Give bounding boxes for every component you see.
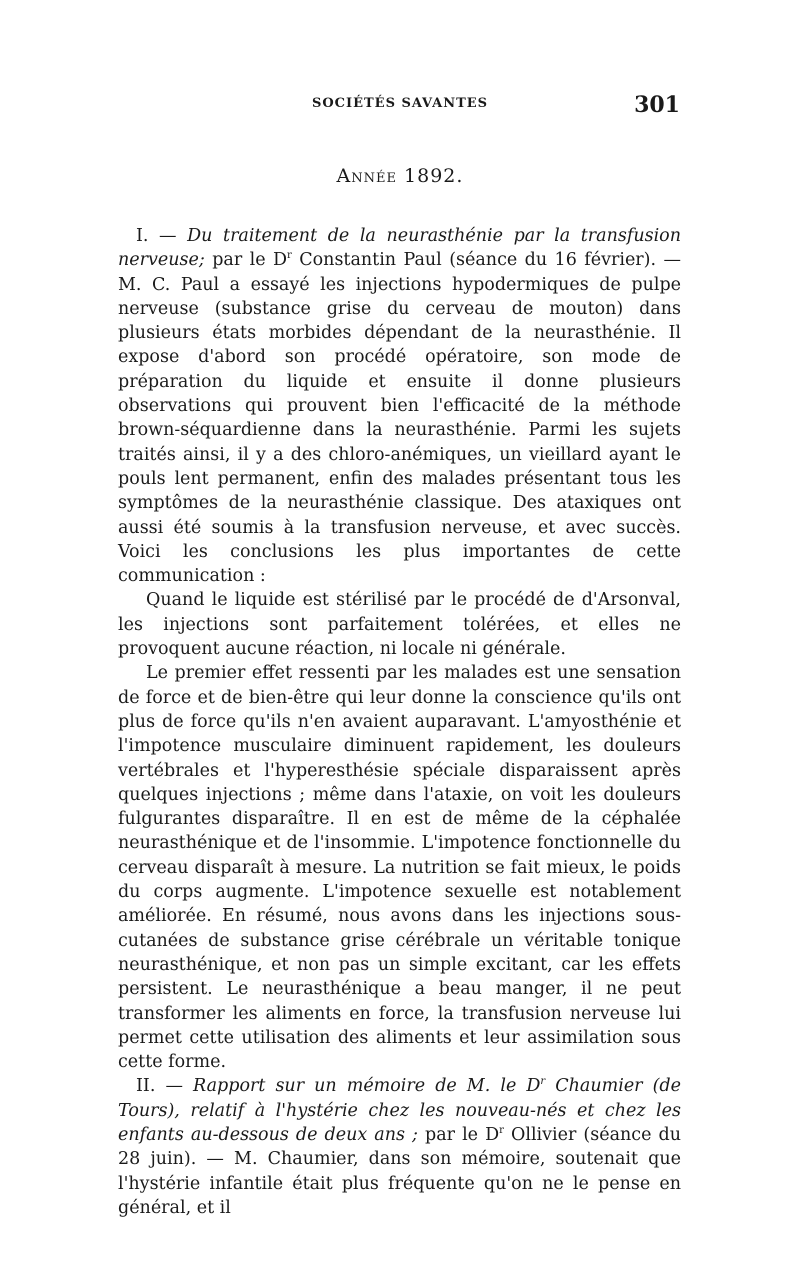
section-1-title: Du traitement de la neurasthénie par la transfusion nerveuse; xyxy=(118,226,681,271)
section-2-paragraph-1: M. Chaumier, dans son mémoire, soutenait que l'hystérie infantile était plus fréquente qu'on ne le pense en général, et il xyxy=(118,1149,681,1218)
year-heading: Année 1892. xyxy=(336,165,464,187)
section-1-paragraph-2: Quand le liquide est stérilisé par le procédé de d'Arsonval, les injections sont parfaitement tolérées, et elles ne provoquent aucune réaction, ni locale ni générale. xyxy=(118,590,681,660)
section-2-title-a: Rapport sur un mémoire de M. le D xyxy=(193,1076,541,1097)
section-1-author-prefix: par le D xyxy=(212,250,288,271)
section-1-paragraph-3: Le premier effet ressenti par les malades est une sensation de force et de bien-être qui leur donne la conscience qu'ils ont plus de force qu'ils n'en avaient auparavant. L'amyosthénie et l'impotence musculaire diminuent rapidement, les douleurs vertébrales et l'hyperesthésie spéciale disparaissent après quelques injections ; même dans l'ataxie, on voit les douleurs fulgurantes disparaître. Il en est de même de la céphalée neurasthénique et de l'insommie. L'impotence fonctionnelle du cerveau disparaît à mesure. La nutrition se fait mieux, le poids du corps augmente. L'impotence sexuelle est notablement améliorée. En résumé, nous avons dans les injections sous-cutanées de substance grise cérébrale un véritable tonique neurasthénique, et non pas un simple excitant, car les effets persistent. Le neurasthénique a beau manger, il ne peut transformer les aliments en force, la transfusion nerveuse lui permet cette utilisation des aliments et leur assimilation sous cette forme. xyxy=(118,663,681,1073)
section-1-paragraph-1: M. C. Paul a essayé les injections hypodermiques de pulpe nerveuse (substance grise du cerveau de mouton) dans plusieurs états morbides dépendant de la neurasthénie. Il expose d'abord son procédé opératoire, son mode de préparation du liquide et ensuite il donne plusieurs observations qui prouvent bien l'efficacité de la méthode brown-séquardienne dans la neurasthénie. Parmi les sujets traités ainsi, il y a des chloro-anémiques, un vieillard ayant le pouls lent permanent, enfin des malades présentant tous les symptômes de la neurasthénie classique. Des ataxiques ont aussi été soumis à la transfusion nerveuse, et avec succès. Voici les conclusions les plus importantes de cette communication : xyxy=(118,274,681,587)
section-2-author-prefix: par le D xyxy=(425,1124,500,1145)
section-2-author-sup: r xyxy=(499,1125,504,1137)
section-2-author: Ollivier (séance du 28 juin). — xyxy=(118,1124,681,1170)
section-1-intro xyxy=(118,224,681,588)
running-head xyxy=(118,92,682,122)
section-1-number: I. — xyxy=(136,226,177,246)
section-2-number: II. — xyxy=(136,1076,183,1097)
section-1-author-sup: r xyxy=(287,250,292,262)
section-1-author: Constantin Paul (séance du 16 février). — xyxy=(299,250,681,271)
body-text xyxy=(118,224,681,1220)
section-2-intro xyxy=(118,1074,681,1220)
section-2-title-b: Chaumier (de Tours), relatif à l'hystérie chez les nouveau-nés et chez les enfants au-dessous de deux ans ; xyxy=(118,1076,681,1145)
running-title: SOCIÉTÉS SAVANTES xyxy=(311,96,489,111)
section-2-title-sup-text: r xyxy=(540,1076,546,1088)
page-number: 301 xyxy=(634,92,680,118)
section-2-title-sup xyxy=(540,1077,545,1088)
